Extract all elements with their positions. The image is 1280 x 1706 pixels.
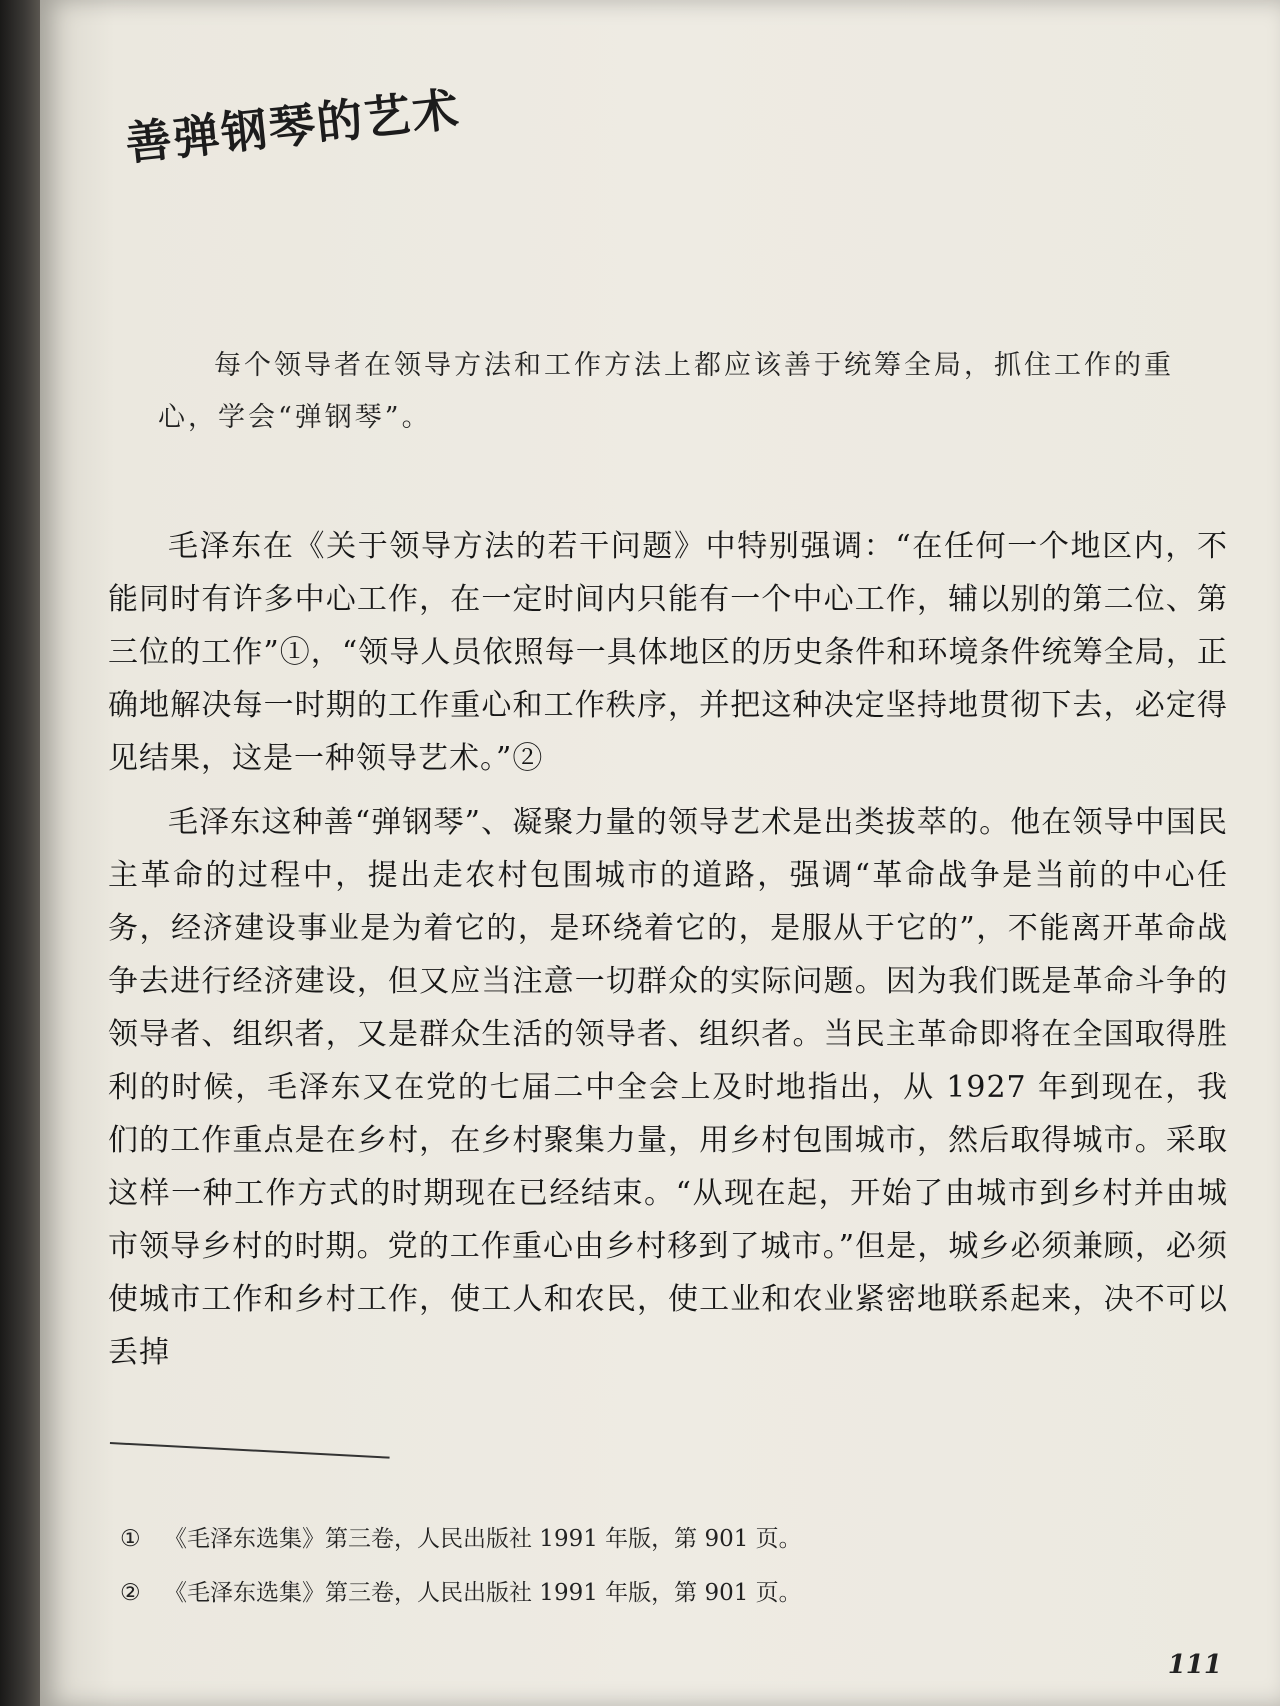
footnote-text: 《毛泽东选集》第三卷，人民出版社 1991 年版，第 901 页。 xyxy=(164,1580,802,1606)
book-page xyxy=(40,0,1280,1706)
footnote-item xyxy=(120,1566,1120,1620)
lead-paragraph: 每个领导者在领导方法和工作方法上都应该善于统筹全局，抓住工作的重心，学会“弹钢琴”。 xyxy=(158,350,1174,433)
body-paragraph-2: 毛泽东这种善“弹钢琴”、凝聚力量的领导艺术是出类拔萃的。他在领导中国民主革命的过程中，提出走农村包围城市的道路，强调“革命战争是当前的中心任务，经济建设事业是为着它的，是环绕着它的，是服从于它的”，不能离开革命战争去进行经济建设，但又应当注意一切群众的实际问题。因为我们既是革命斗争的领导者、组织者，又是群众生活的领导者、组织者。当民主革命即将在全国取得胜利的时候，毛泽东又在党的七届二中全会上及时地指出，从 1927 年到现在，我们的工作重点是在乡村，在乡村聚集力量，用乡村包围城市，然后取得城市。采取这样一种工作方式的时期现在已经结束。“从现在起，开始了由城市到乡村并由城市领导乡村的时期。党的工作重心由乡村移到了城市。”但是，城乡必须兼顾，必须使城市工作和乡村工作，使工人和农民，使工业和农业紧密地联系起来，决不可以丢掉 xyxy=(108,805,1228,1370)
footnote-marker: ① xyxy=(120,1526,141,1552)
body-paragraph-1: 毛泽东在《关于领导方法的若干问题》中特别强调：“在任何一个地区内，不能同时有许多中心工作，在一定时间内只能有一个中心工作，辅以别的第二位、第三位的工作”①，“领导人员依照每一具体地区的历史条件和环境条件统筹全局，正确地解决每一时期的工作重心和工作秩序，并把这种决定坚持地贯彻下去，必定得见结果，这是一种领导艺术。”② xyxy=(108,529,1228,776)
book-spine-shadow xyxy=(0,0,40,1706)
footnote-text: 《毛泽东选集》第三卷，人民出版社 1991 年版，第 901 页。 xyxy=(164,1526,802,1552)
footnote-divider xyxy=(110,1442,390,1459)
footnote-list xyxy=(120,1512,1120,1620)
section-title: 善弹钢琴的艺术 xyxy=(122,81,463,171)
page-number: 111 xyxy=(1167,1650,1222,1680)
footnote-marker: ② xyxy=(120,1580,141,1606)
footnote-item xyxy=(120,1512,1120,1566)
